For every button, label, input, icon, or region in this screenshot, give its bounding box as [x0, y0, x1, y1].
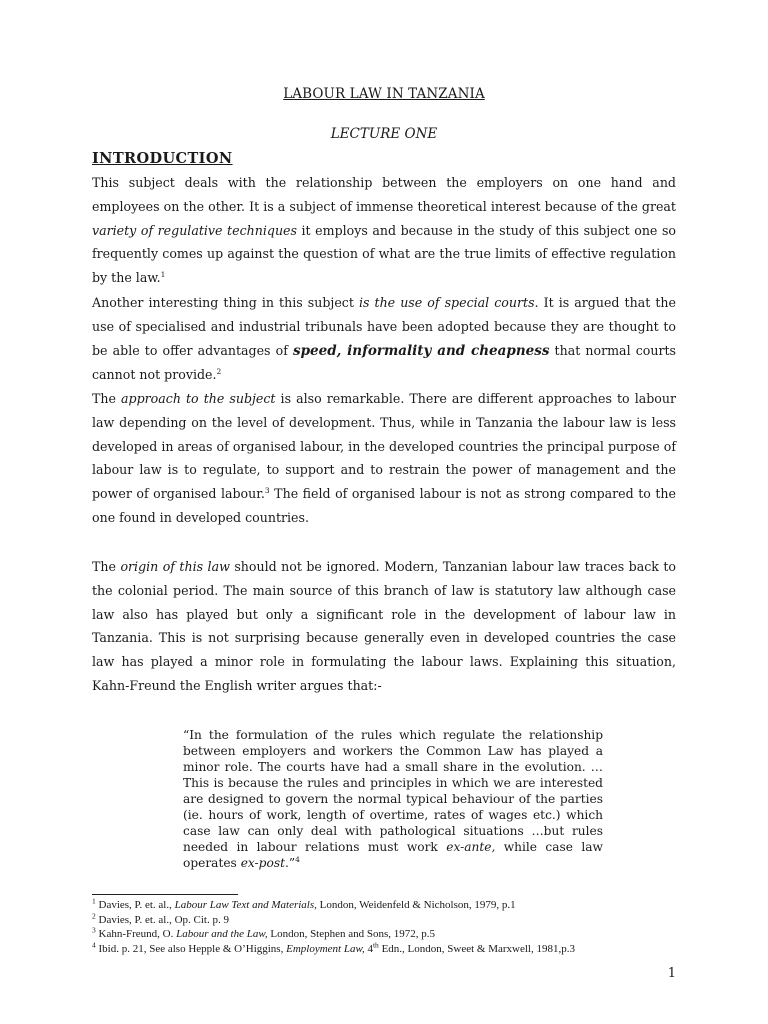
footnote-4: $^4$ Ibid. p. 21, See also Hepple & O’Higgins, Employment Law, 4th Edn., London, Sweet & Marxwell, 1981,p.3	[92, 940, 575, 955]
lecture-subtitle: LECTURE ONE	[330, 126, 438, 142]
paragraph-1: This subject deals with the relationship between the employers on one hand and employees on the other. It is a subject of immense theoretical interest because of the great variety of regulative techniques it employs and because in the study of this subject one so frequently comes up against the question of what are the true limits of effective regulation by the law.$^1$	[92, 175, 676, 286]
section-heading: INTRODUCTION	[92, 150, 233, 167]
footnote-ref-3[interactable]: 3	[264, 486, 270, 495]
document-title: LABOUR LAW IN TANZANIA	[283, 86, 485, 102]
footnote-ref-1[interactable]: 1	[160, 270, 166, 279]
paragraph-2: Another interesting thing in this subject is the use of special courts. It is argued that the use of specialised and industrial tribunals have been adopted because they are thought to be able to offer advantages of speed, informality and cheapness that normal courts cannot not provide.$^2$	[92, 295, 676, 383]
block-quote: “In the formulation of the rules which regulate the relationship between employers and workers the Common Law has played a minor role. The courts have had a small share in the evolution. … This is because the rules and principles in which we are interested are designed to govern the normal typical behaviour of the parties (ie. hours of work, length of overtime, rates of wages etc.) which case law can only deal with pathological situations …but rules needed in labour relations must work ex-ante, while case law operates ex-post.”$^4$	[183, 728, 603, 870]
footnote-ref-2[interactable]: 2	[216, 367, 222, 377]
footnote-1: $^1$ Davies, P. et. al., Labour Law Text and Materials, London, Weidenfeld & Nicholson, 1979, p.1	[92, 896, 516, 911]
page-number: 1	[667, 966, 676, 981]
footnote-2: $^2$ Davies, P. et. al., Op. Cit. p. 9	[92, 910, 229, 926]
footnote-ref-4[interactable]: 4	[295, 854, 300, 864]
paragraph-3: The approach to the subject is also remarkable. There are different approaches to labour law depending on the level of development. Thus, while in Tanzania the labour law is less developed in areas of organised labour, in the developed countries the principal purpose of labour law is to regulate, to support and to restrain the power of management and the power of organised labour.$^3$ The field of organised labour is not as strong compared to the one found in developed countries.	[92, 391, 677, 525]
footnote-3: $^3$ Kahn-Freund, O. Labour and the Law, London, Stephen and Sons, 1972, p.5	[92, 925, 436, 941]
footnotes	[92, 898, 692, 956]
footnote-divider	[92, 894, 238, 895]
paragraph-4: The origin of this law should not be ignored. Modern, Tanzanian labour law traces back to the colonial period. The main source of this branch of law is statutory law although case law also has played but only a significant role in the development of labour law in Tanzania. This is not surprising because generally even in developed countries the case law has played a minor role in formulating the labour laws. Explaining this situation, Kahn-Freund the English writer argues that:-	[92, 559, 677, 693]
